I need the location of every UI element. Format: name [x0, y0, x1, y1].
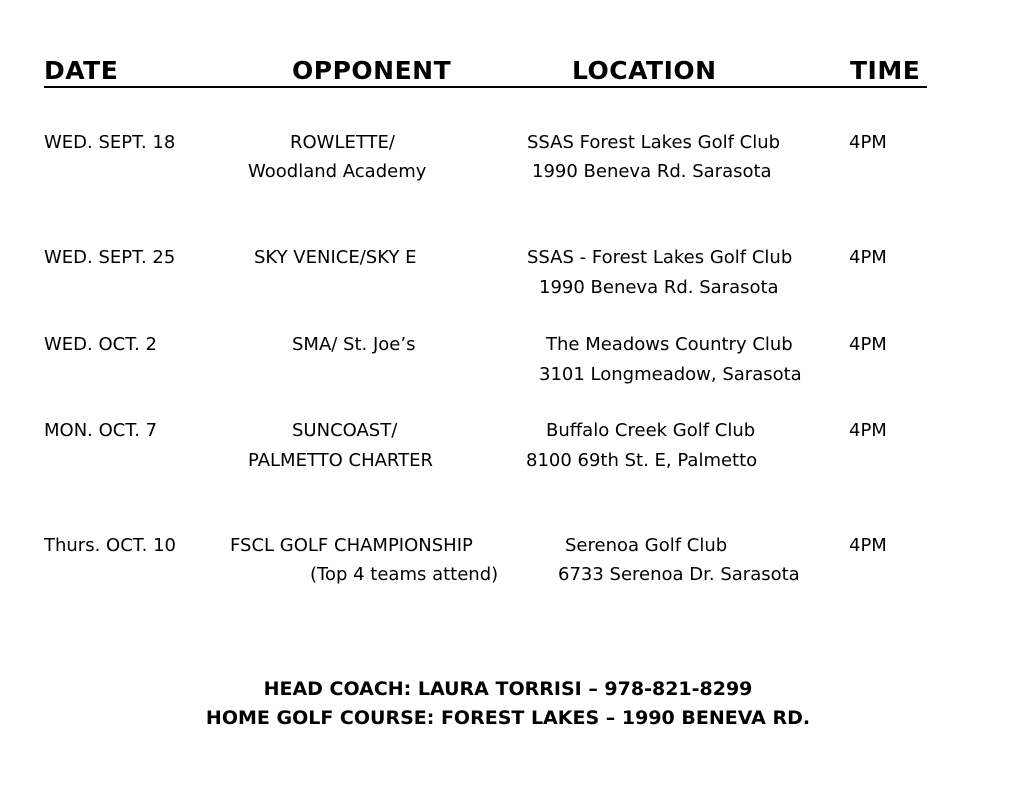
row-time: 4PM: [849, 132, 887, 153]
row-time: 4PM: [849, 247, 887, 268]
row-opponent-line2: (Top 4 teams attend): [310, 564, 499, 585]
row-date: WED. SEPT. 25: [44, 247, 176, 268]
row-opponent: FSCL GOLF CHAMPIONSHIP: [230, 535, 473, 556]
row-time: 4PM: [849, 535, 887, 556]
row-location: SSAS Forest Lakes Golf Club: [527, 132, 781, 153]
row-location: Buffalo Creek Golf Club: [546, 420, 756, 441]
header-opponent: OPPONENT: [292, 56, 452, 85]
row-opponent: SMA/ St. Joe’s: [292, 334, 416, 355]
row-location: Serenoa Golf Club: [565, 535, 728, 556]
row-address: 1990 Beneva Rd. Sarasota: [539, 277, 779, 298]
head-coach-info: HEAD COACH: LAURA TORRISI – 978-821-8299: [263, 678, 753, 700]
row-location: The Meadows Country Club: [546, 334, 793, 355]
header-underline: [44, 86, 927, 88]
row-time: 4PM: [849, 420, 887, 441]
row-time: 4PM: [849, 334, 887, 355]
row-date: Thurs. OCT. 10: [44, 535, 176, 556]
row-date: WED. OCT. 2: [44, 334, 157, 355]
row-address: 8100 69th St. E, Palmetto: [526, 450, 758, 471]
header-time: TIME: [850, 56, 921, 85]
row-address: 1990 Beneva Rd. Sarasota: [532, 161, 772, 182]
row-date: MON. OCT. 7: [44, 420, 158, 441]
row-address: 3101 Longmeadow, Sarasota: [539, 364, 802, 385]
row-opponent: SKY VENICE/SKY E: [254, 247, 417, 268]
home-course-info: HOME GOLF COURSE: FOREST LAKES – 1990 BENEVA RD.: [205, 707, 811, 729]
header-location: LOCATION: [572, 56, 717, 85]
row-location: SSAS - Forest Lakes Golf Club: [527, 247, 793, 268]
row-date: WED. SEPT. 18: [44, 132, 176, 153]
row-opponent-line2: PALMETTO CHARTER: [248, 450, 434, 471]
row-opponent-line2: Woodland Academy: [248, 161, 427, 182]
row-opponent: SUNCOAST/: [292, 420, 398, 441]
row-address: 6733 Serenoa Dr. Sarasota: [558, 564, 800, 585]
header-date: DATE: [44, 56, 119, 85]
row-opponent: ROWLETTE/: [290, 132, 395, 153]
